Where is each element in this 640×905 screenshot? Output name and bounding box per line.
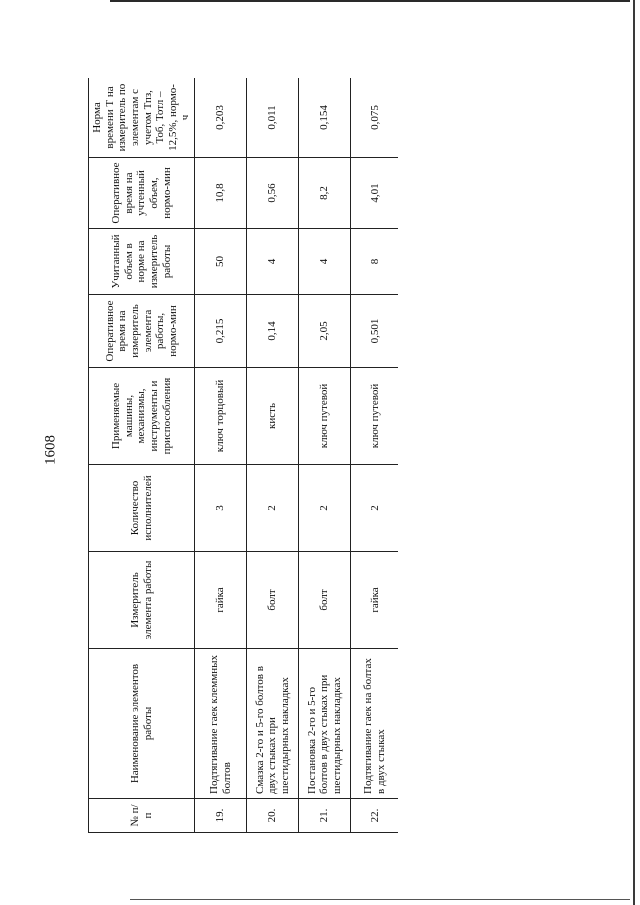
cell-tools: кисть [247,368,299,465]
cell-norm: 0,075 [351,78,398,158]
header-optime: Оперативное время на измеритель элемента работы, нормо-мин [89,295,195,368]
cell-volume: 4 [299,229,351,295]
table-row [195,78,247,833]
cell-optime-total: 8,2 [299,158,351,229]
cell-count: 2 [351,465,398,552]
cell-optime-total: 4,01 [351,158,398,229]
table-row [299,78,351,833]
header-norm: Норма времени Т на измеритель по элементам с учетом Тпз, Тоб, Тотл – 12,5%, нормо-ч [89,78,195,158]
cell-count: 3 [195,465,247,552]
cell-optime-total: 10,8 [195,158,247,229]
cell-volume: 8 [351,229,398,295]
cell-name: Постановка 2-го и 5-го болтов в двух стыках при шестидырных накладках [299,649,351,799]
cell-count: 2 [247,465,299,552]
scan-edge-right [633,0,635,905]
cell-optime-total: 0,56 [247,158,299,229]
norms-table-wrapper [88,78,398,833]
cell-norm: 0,011 [247,78,299,158]
cell-optime: 0,14 [247,295,299,368]
cell-name: Смазка 2-го и 5-го болтов в двух стыках при шестидырных накладках [247,649,299,799]
cell-optime: 0,501 [351,295,398,368]
cell-optime: 2,05 [299,295,351,368]
scan-edge-bottom [130,899,630,900]
cell-name: Подтягивание гаек на болтах в двух стыках [351,649,398,799]
cell-norm: 0,203 [195,78,247,158]
cell-tools: ключ путевой [351,368,398,465]
cell-meter: гайка [351,552,398,649]
cell-volume: 4 [247,229,299,295]
cell-volume: 50 [195,229,247,295]
table-row [247,78,299,833]
cell-name: Подтягивание гаек клеммных болтов [195,649,247,799]
cell-meter: болт [299,552,351,649]
norms-table-rotated [88,78,398,833]
header-optime-total: Оперативное время на учтенный объем, нормо-мин [89,158,195,229]
cell-no: 21. [299,799,351,833]
header-no: № п/п [89,799,195,833]
cell-meter: гайка [195,552,247,649]
norms-table [88,78,398,833]
cell-no: 22. [351,799,398,833]
header-meter: Измеритель элемента работы [89,552,195,649]
scan-edge-top [110,0,630,2]
header-name: Наименование элементов работы [89,649,195,799]
cell-meter: болт [247,552,299,649]
header-volume: Учитанный объем в норме на измеритель работы [89,229,195,295]
table-header-row [89,78,195,833]
cell-tools: ключ путевой [299,368,351,465]
cell-optime: 0,215 [195,295,247,368]
cell-norm: 0,154 [299,78,351,158]
page-number: 1608 [42,435,59,465]
cell-count: 2 [299,465,351,552]
cell-no: 19. [195,799,247,833]
header-count: Количество исполнителей [89,465,195,552]
table-row [351,78,398,833]
cell-tools: ключ торцовый [195,368,247,465]
header-tools: Применяемые машины, механизмы, инструменты и приспособления [89,368,195,465]
cell-no: 20. [247,799,299,833]
